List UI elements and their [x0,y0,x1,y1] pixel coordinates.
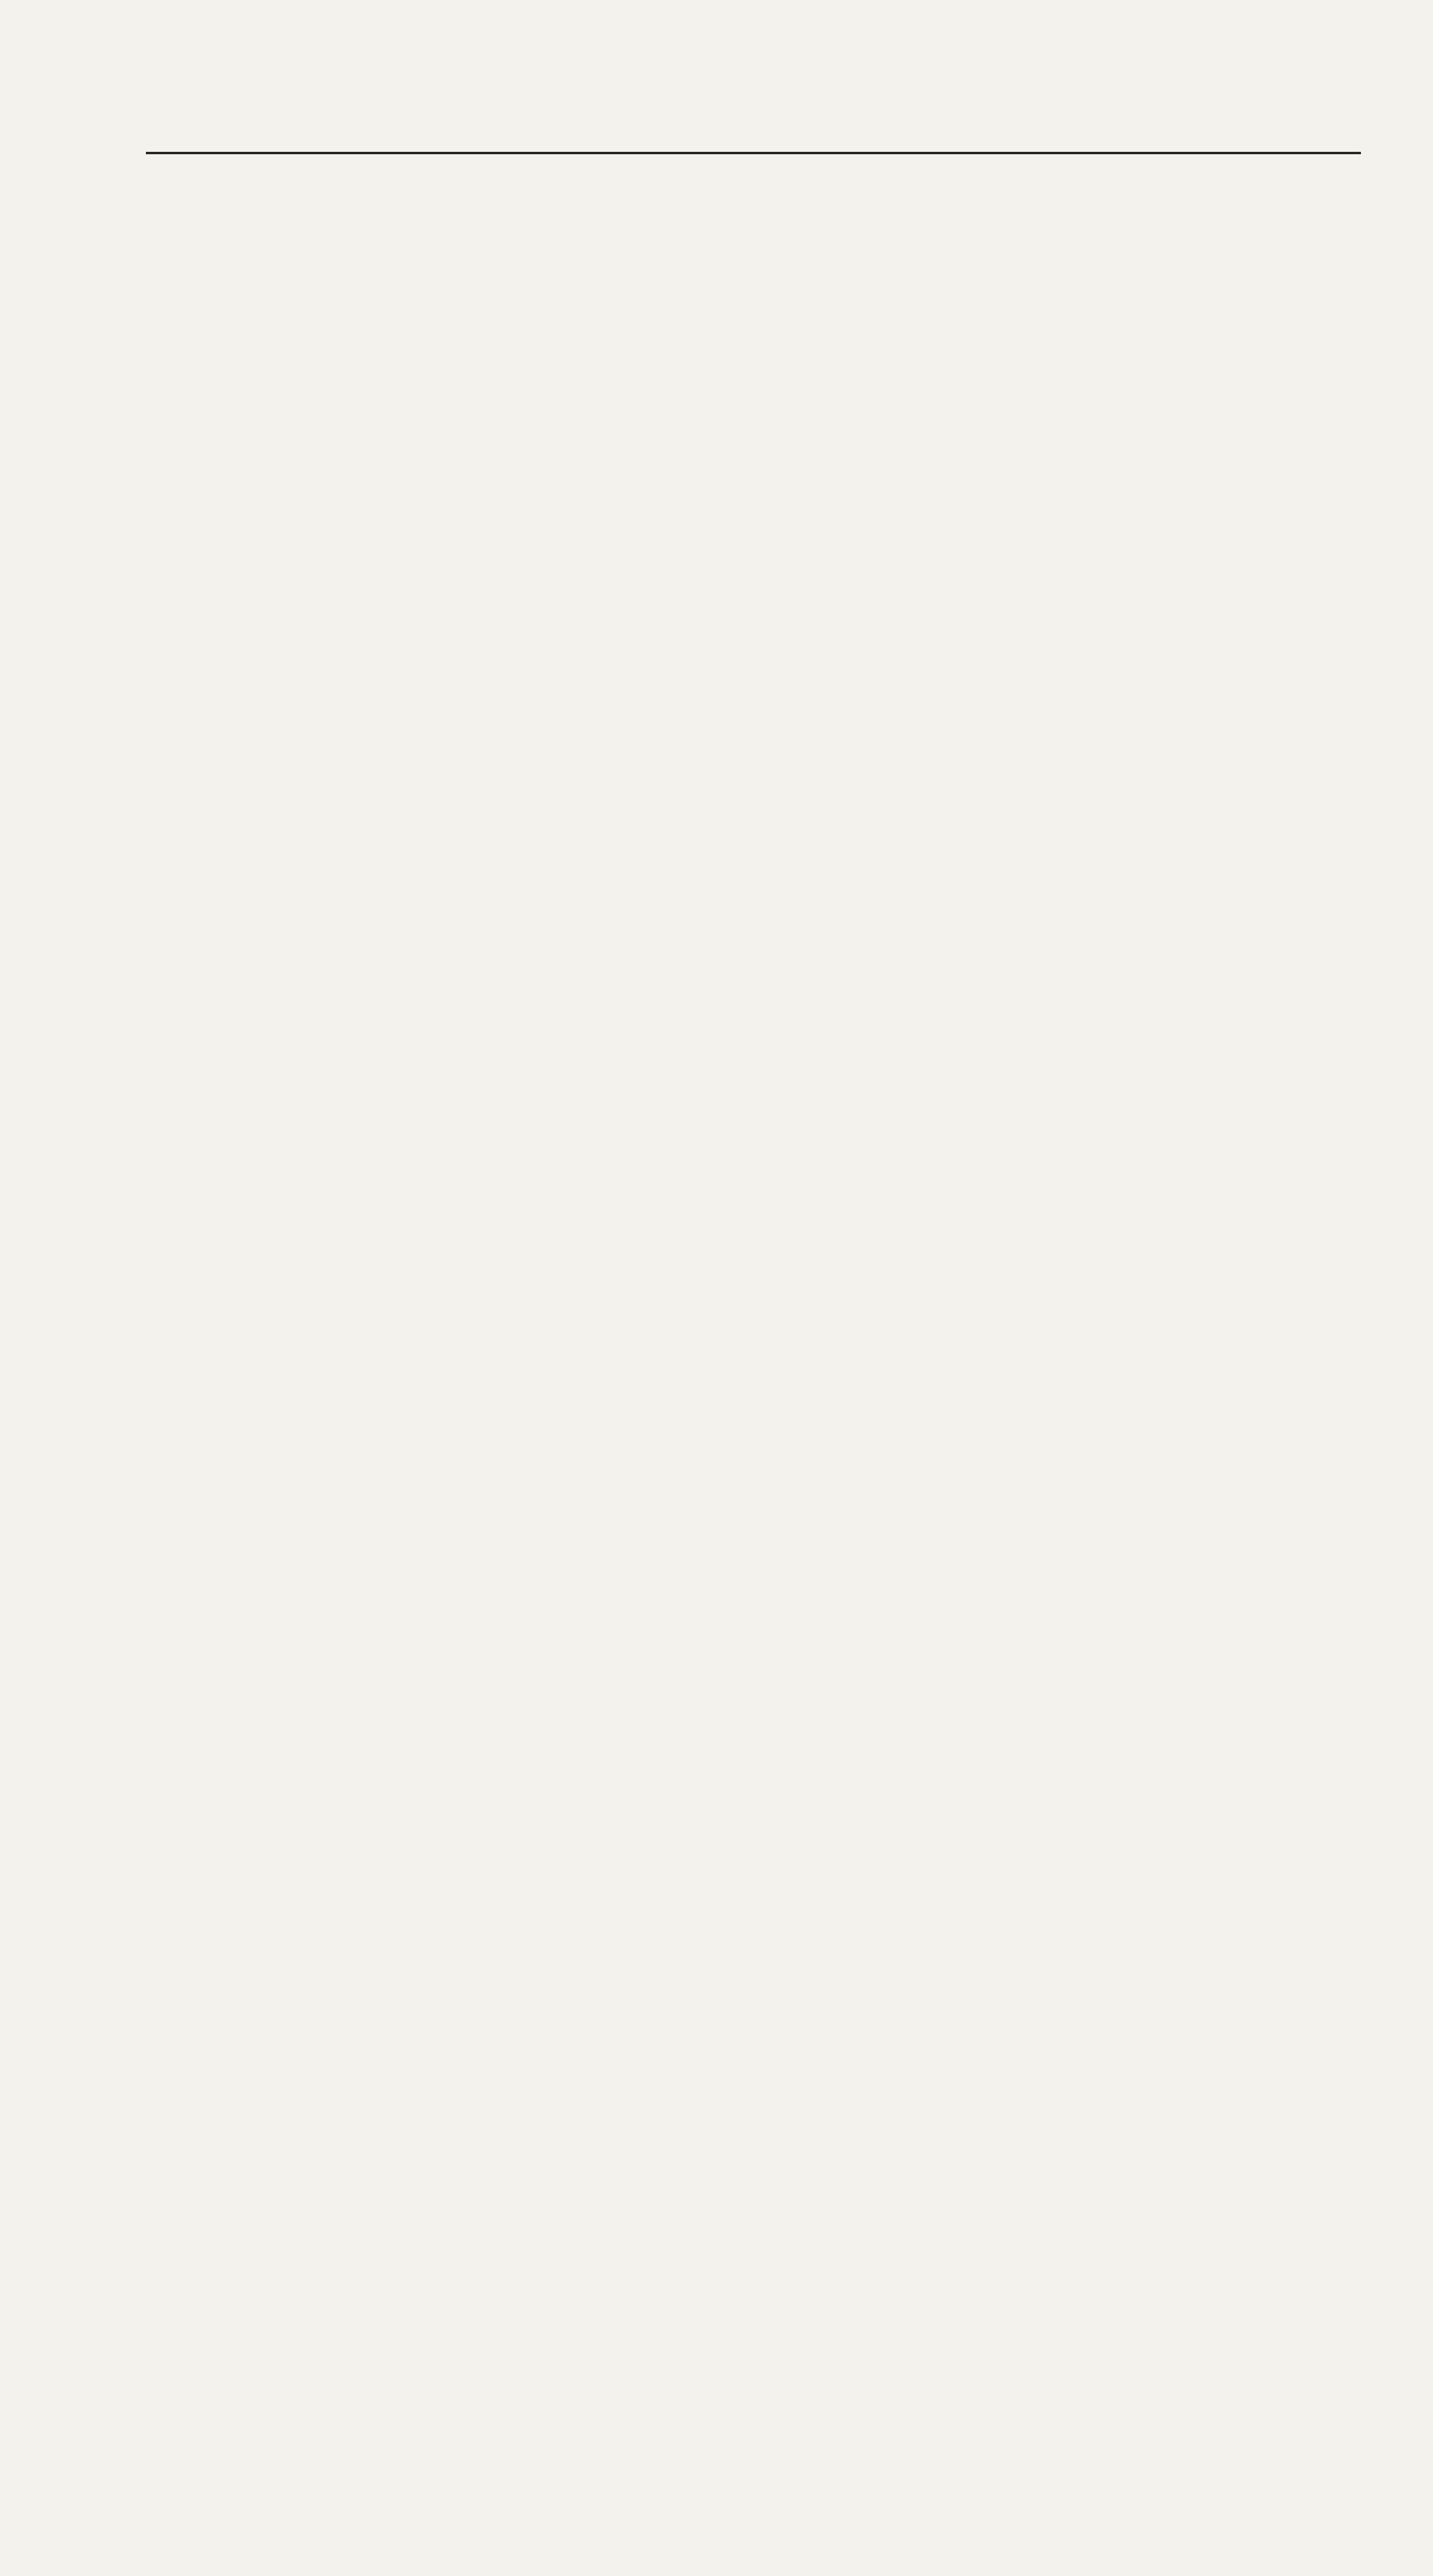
header-rule [146,152,1361,154]
page-header [134,57,1361,128]
